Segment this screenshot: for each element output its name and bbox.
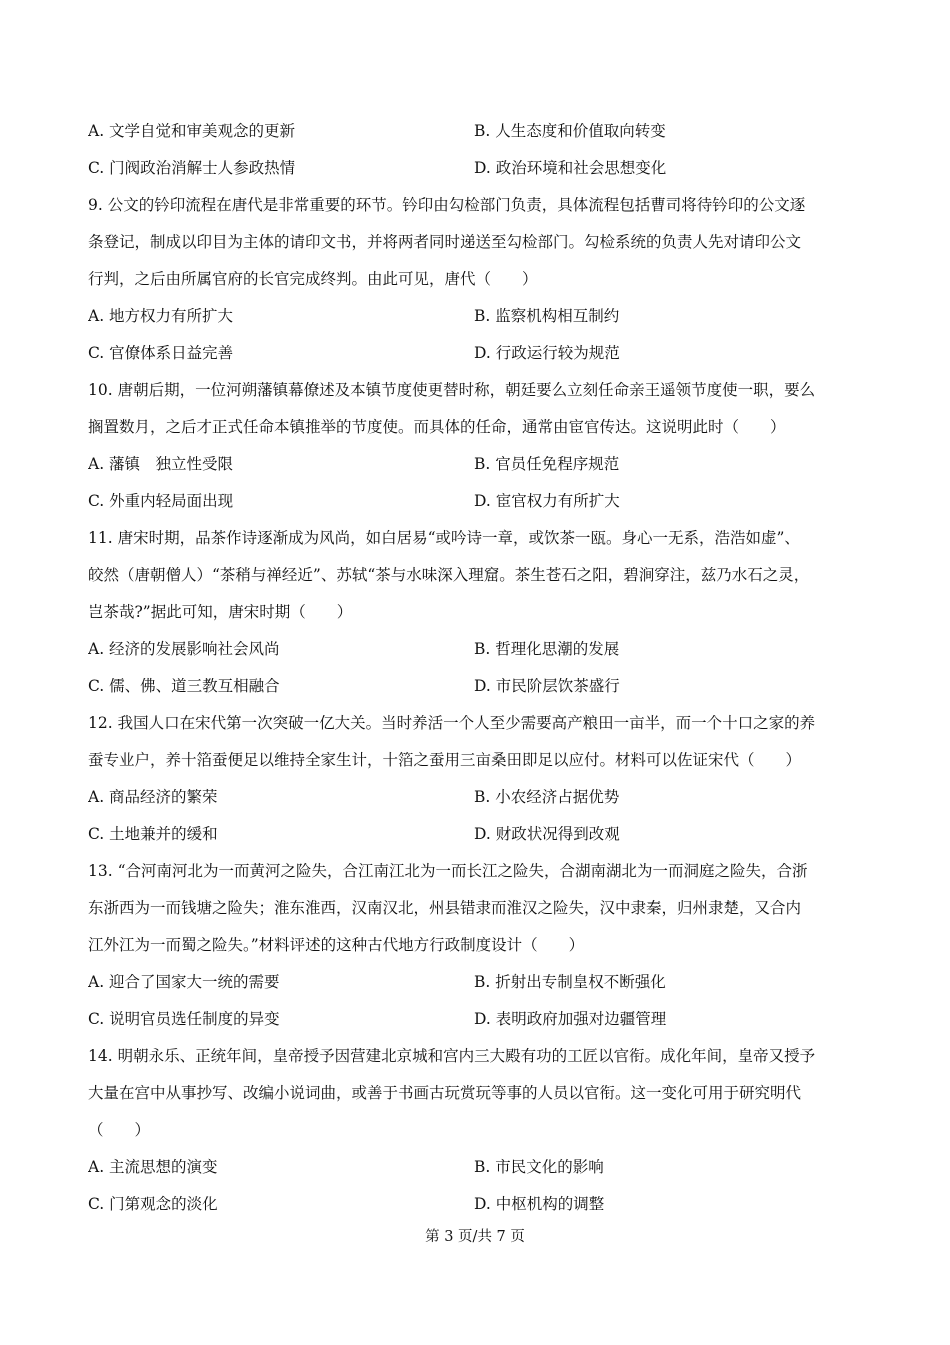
q11-options-row2 <box>88 668 868 705</box>
q12-option-d: D. 财政状况得到改观 <box>474 825 620 843</box>
q9-option-c: C. 官僚体系日益完善 <box>88 344 234 362</box>
q11-option-c: C. 儒、佛、道三教互相融合 <box>88 677 280 695</box>
q14-option-d: D. 中枢机构的调整 <box>474 1195 605 1213</box>
q11-stem-line-2: 皎然（唐朝僧人）“茶稍与禅经近”、苏轼“茶与水味深入理窟。茶生苍石之阳，碧涧穿注，兹乃水石之灵， <box>88 566 810 584</box>
q9-stem-line-3: 行判，之后由所属官府的长官完成终判。由此可见，唐代（ ） <box>88 270 538 288</box>
q12-option-b: B. 小农经济占据优势 <box>474 788 620 806</box>
q13-stem-line-3: 江外江为一而蜀之险失。”材料评述的这种古代地方行政制度设计（ ） <box>88 936 585 954</box>
q12-stem-line-1: 12. 我国人口在宋代第一次突破一亿大关。当时养活一个人至少需要高产粮田一亩半，而一个十口之家的养 <box>88 714 816 732</box>
q11-option-b: B. 哲理化思潮的发展 <box>474 640 620 658</box>
q8-option-d: D. 政治环境和社会思想变化 <box>474 159 667 177</box>
q13-option-a: A. 迎合了国家大一统的需要 <box>88 973 280 991</box>
q13-stem-line-1: 13. “合河南河北为一而黄河之险失，合江南江北为一而长江之险失，合湖南湖北为一而洞庭之险失，合浙 <box>88 862 808 880</box>
q14-option-a: A. 主流思想的演变 <box>88 1158 218 1176</box>
q9-option-b: B. 监察机构相互制约 <box>474 307 620 325</box>
q14-options-row1 <box>88 1149 868 1186</box>
q9-options-row2 <box>88 335 868 372</box>
page-number: 第 3 页/共 7 页 <box>425 1229 525 1245</box>
q10-options-row1 <box>88 446 868 483</box>
q12-option-c: C. 土地兼并的缓和 <box>88 825 218 843</box>
q12-options-row2 <box>88 816 868 853</box>
q8-option-a: A. 文学自觉和审美观念的更新 <box>88 122 296 140</box>
q14-stem-line-3: （ ） <box>88 1121 151 1139</box>
q10-option-c: C. 外重内轻局面出现 <box>88 492 234 510</box>
q14-options-row2 <box>88 1186 868 1223</box>
q13-stem-line-2: 东浙西为一而钱塘之险失；淮东淮西，汉南汉北，州县错隶而淮汉之险失，汉中隶秦，归州隶楚，又合内 <box>88 899 802 917</box>
q13-option-d: D. 表明政府加强对边疆管理 <box>474 1010 667 1028</box>
q12-stem-line-2: 蚕专业户，养十箔蚕便足以维持全家生计，十箔之蚕用三亩桑田即足以应付。材料可以佐证宋代（ ） <box>88 751 802 769</box>
q10-options-row2 <box>88 483 868 520</box>
q14-option-b: B. 市民文化的影响 <box>474 1158 604 1176</box>
q13-options-row2 <box>88 1001 868 1038</box>
q9-stem-line-2: 条登记，制成以印目为主体的请印文书，并将两者同时递送至勾检部门。勾检系统的负责人先对请印公文 <box>88 233 802 251</box>
q12-options-row1 <box>88 779 868 816</box>
q10-option-a: A. 藩镇 独立性受限 <box>88 455 234 473</box>
q12-option-a: A. 商品经济的繁荣 <box>88 788 218 806</box>
q14-stem-line-1: 14. 明朝永乐、正统年间，皇帝授予因营建北京城和宫内三大殿有功的工匠以官衔。成化年间，皇帝又授予 <box>88 1047 816 1065</box>
q11-stem-line-1: 11. 唐宋时期，品茶作诗逐渐成为风尚，如白居易“或吟诗一章，或饮茶一瓯。身心一无系，浩浩如虚”、 <box>88 529 800 547</box>
q10-option-b: B. 官员任免程序规范 <box>474 455 620 473</box>
q8-option-c: C. 门阀政治消解士人参政热情 <box>88 159 296 177</box>
q14-stem-line-2: 大量在宫中从事抄写、改编小说词曲，或善于书画古玩赏玩等事的人员以官衔。这一变化可用于研究明代 <box>88 1084 802 1102</box>
q9-stem-line-1: 9. 公文的钤印流程在唐代是非常重要的环节。钤印由勾检部门负责，具体流程包括曹司将待钤印的公文逐 <box>88 196 806 214</box>
q9-options-row1 <box>88 298 868 335</box>
q9-option-a: A. 地方权力有所扩大 <box>88 307 234 325</box>
q11-stem-line-3: 岂茶哉?”据此可知，唐宋时期（ ） <box>88 603 353 621</box>
q9-option-d: D. 行政运行较为规范 <box>474 344 620 362</box>
question-list <box>88 113 868 1223</box>
q8-option-b: B. 人生态度和价值取向转变 <box>474 122 666 140</box>
q13-options-row1 <box>88 964 868 1001</box>
q11-options-row1 <box>88 631 868 668</box>
q13-option-b: B. 折射出专制皇权不断强化 <box>474 973 666 991</box>
q8-options-row1 <box>88 113 868 150</box>
q13-option-c: C. 说明官员选任制度的异变 <box>88 1010 280 1028</box>
q10-stem-line-1: 10. 唐朝后期，一位河朔藩镇幕僚述及本镇节度使更替时称，朝廷要么立刻任命亲王遥领节度使一职，要么 <box>88 381 816 399</box>
q10-stem-line-2: 搁置数月，之后才正式任命本镇推举的节度使。而具体的任命，通常由宦官传达。这说明此时（ ） <box>88 418 786 436</box>
q8-options-row2 <box>88 150 868 187</box>
q11-option-d: D. 市民阶层饮茶盛行 <box>474 677 620 695</box>
q11-option-a: A. 经济的发展影响社会风尚 <box>88 640 280 658</box>
q14-option-c: C. 门第观念的淡化 <box>88 1195 218 1213</box>
q10-option-d: D. 宦官权力有所扩大 <box>474 492 620 510</box>
